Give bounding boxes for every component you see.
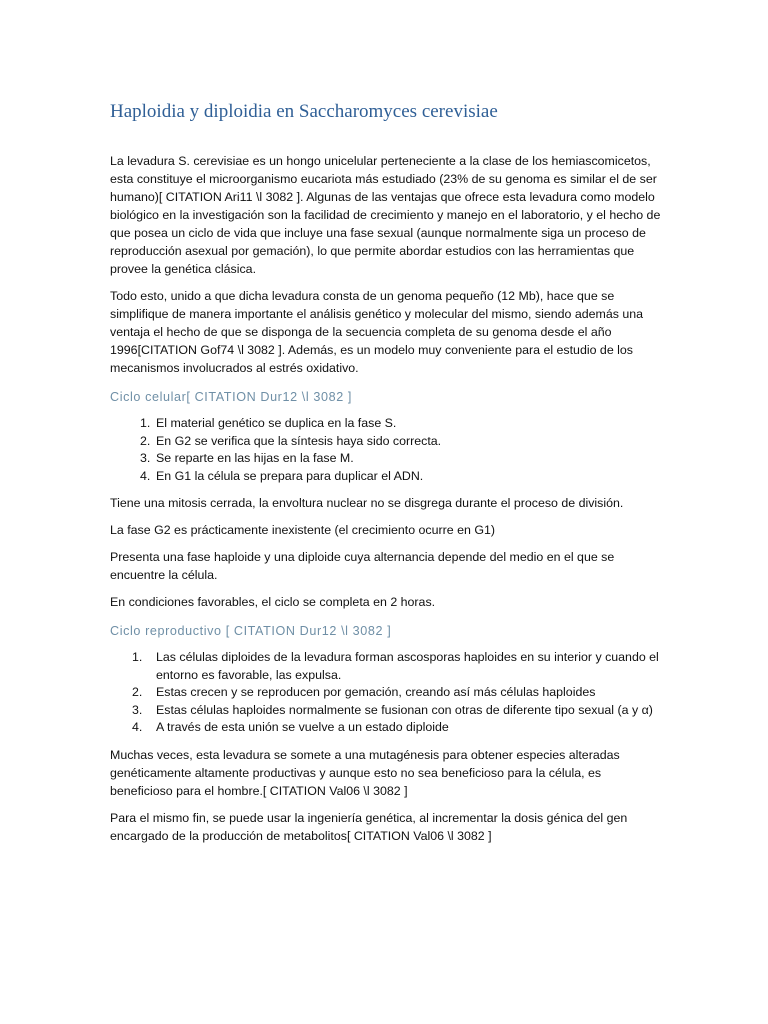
- list-item: [110, 702, 662, 720]
- list-item-number: 3.: [140, 451, 151, 465]
- list-item-text: Las células diploides de la levadura forman ascosporas haploides en su interior y cuando el entorno es favorable, las expulsa.: [156, 650, 659, 682]
- list-item-text: En G2 se verifica que la síntesis haya sido correcta.: [156, 433, 442, 448]
- repro-cycle-paragraph-1: Muchas veces, esta levadura se somete a una mutagénesis para obtener especies alteradas genéticamente altamente productivas y aunque esto no sea beneficioso para la célula, es beneficioso para el hombre.[ CITATION Val06 \l 3082 ]: [110, 747, 620, 798]
- list-item: [110, 719, 662, 737]
- cell-cycle-paragraph-3: Presenta una fase haploide y una diploide cuya alternancia depende del medio en el que se encuentre la célula.: [110, 550, 615, 582]
- list-item-text: En G1 la célula se prepara para duplicar el ADN.: [156, 468, 424, 483]
- list-item-text: Estas crecen y se reproducen por gemación, creando así más células haploides: [156, 685, 596, 699]
- list-item-text: Estas células haploides normalmente se fusionan con otras de diferente tipo sexual (a y α): [156, 702, 653, 717]
- repro-cycle-heading: Ciclo reproductivo [ CITATION Dur12 \l 3082 ]: [110, 624, 392, 638]
- document-content: [110, 100, 662, 854]
- intro-paragraph-2: Todo esto, unido a que dicha levadura consta de un genoma pequeño (12 Mb), hace que se simplifique de manera importante el análisis genético y molecular del mismo, siendo además una ventaja el hecho de que se disponga de la secuencia completa de su genoma desde el año 1996[CITATION Gof74 \l 3082 ]. Además, es un modelo muy conveniente para el estudio de los mecanismos involucrados al estrés oxidativo.: [110, 289, 644, 375]
- list-item-number: 4.: [140, 468, 151, 483]
- list-item-number: 4.: [132, 720, 143, 734]
- cell-cycle-heading: Ciclo celular[ CITATION Dur12 \l 3082 ]: [110, 390, 352, 404]
- list-item: [110, 468, 662, 486]
- repro-cycle-list: [110, 649, 662, 737]
- list-item-number: 3.: [132, 702, 143, 717]
- cell-cycle-paragraph-2: La fase G2 es prácticamente inexistente (el crecimiento ocurre en G1): [110, 523, 495, 537]
- repro-cycle-paragraph-2: Para el mismo fin, se puede usar la ingeniería genética, al incrementar la dosis génica del gen encargado de la producción de metabolitos[ CITATION Val06 \l 3082 ]: [110, 810, 628, 843]
- list-item: [110, 684, 662, 702]
- list-item-number: 1.: [140, 416, 151, 430]
- list-item-text: El material genético se duplica en la fase S.: [156, 416, 397, 430]
- document-title: Haploidia y diploidia en Saccharomyces cerevisiae: [110, 101, 498, 122]
- intro-paragraph-1: La levadura S. cerevisiae es un hongo unicelular perteneciente a la clase de los hemiascomicetos, esta constituye el microorganismo eucariota más estudiado (23% de su genoma es similar el de ser humano)[ CITATION Ari11 \l 3082 ]. Algunas de las ventajas que ofrece esta levadura como modelo biológico en la investigación son la facilidad de crecimiento y manejo en el laboratorio, y el hecho de que posea un ciclo de vida que incluye una fase sexual (aunque normalmente siga un proceso de reproducción asexual por gemación), lo que permite abordar estudios con las herramientas que provee la genética clásica.: [110, 154, 661, 276]
- list-item: [110, 649, 662, 684]
- list-item: [110, 433, 662, 451]
- list-item-number: 1.: [132, 650, 143, 664]
- list-item-number: 2.: [132, 685, 143, 699]
- cell-cycle-paragraph-4: En condiciones favorables, el ciclo se completa en 2 horas.: [110, 595, 436, 609]
- list-item-number: 2.: [140, 433, 151, 448]
- cell-cycle-paragraph-1: Tiene una mitosis cerrada, la envoltura nuclear no se disgrega durante el proceso de división.: [110, 496, 624, 510]
- cell-cycle-list: [110, 415, 662, 485]
- list-item: [110, 450, 662, 468]
- list-item: [110, 415, 662, 433]
- list-item-text: A través de esta unión se vuelve a un estado diploide: [156, 720, 449, 734]
- list-item-text: Se reparte en las hijas en la fase M.: [156, 451, 354, 465]
